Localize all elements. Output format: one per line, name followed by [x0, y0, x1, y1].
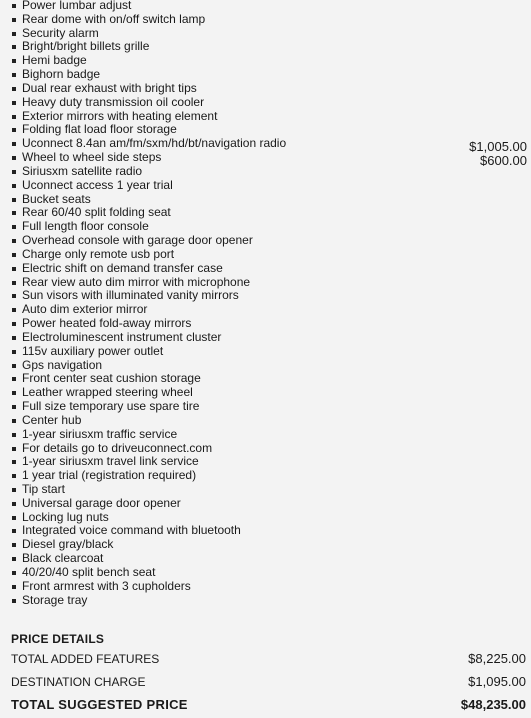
bullet-icon: [12, 239, 16, 243]
feature-item: [12, 552, 527, 566]
feature-item: [12, 524, 527, 538]
feature-item: [12, 359, 527, 373]
feature-name: 115v auxiliary power outlet: [22, 343, 164, 358]
bullet-icon: [12, 460, 16, 464]
bullet-icon: [12, 267, 16, 271]
feature-item: [12, 386, 527, 400]
bullet-icon: [12, 336, 16, 340]
feature-price: $1,005.00: [469, 139, 527, 155]
feature-item: [12, 136, 527, 155]
feature-name: 1-year siriusxm travel link service: [22, 454, 199, 469]
feature-price: $600.00: [480, 153, 527, 169]
bullet-icon: [12, 32, 16, 36]
feature-item: [12, 594, 527, 608]
bullet-icon: [12, 73, 16, 77]
total-suggested-price-value: $48,235.00: [460, 697, 526, 712]
feature-item: [12, 428, 527, 442]
feature-name: Front center seat cushion storage: [22, 371, 201, 386]
feature-item: [12, 110, 527, 124]
bullet-icon: [12, 45, 16, 49]
feature-item: [12, 165, 527, 179]
bullet-icon: [12, 419, 16, 423]
bullet-icon: [12, 377, 16, 381]
feature-name: Leather wrapped steering wheel: [22, 385, 193, 400]
feature-item: [12, 580, 527, 594]
feature-item: [12, 68, 527, 82]
bullet-icon: [12, 128, 16, 132]
feature-name: Power lumbar adjust: [22, 0, 132, 12]
feature-name: Exterior mirrors with heating element: [22, 108, 218, 123]
feature-name: Electric shift on demand transfer case: [22, 260, 223, 275]
bullet-icon: [12, 4, 16, 8]
feature-name: Electroluminescent instrument cluster: [22, 329, 222, 344]
feature-item: [12, 27, 527, 41]
feature-item: [12, 82, 527, 96]
feature-name: For details go to driveuconnect.com: [22, 440, 213, 455]
feature-name: Auto dim exterior mirror: [22, 302, 148, 317]
feature-item: [12, 455, 527, 469]
feature-name: Full size temporary use spare tire: [22, 399, 200, 414]
feature-item: [12, 303, 527, 317]
feature-name: Bighorn badge: [22, 67, 101, 82]
bullet-icon: [12, 585, 16, 589]
bullet-icon: [12, 599, 16, 603]
bullet-icon: [12, 115, 16, 119]
bullet-icon: [12, 502, 16, 506]
bullet-icon: [12, 405, 16, 409]
feature-item: [12, 483, 527, 497]
bullet-icon: [12, 447, 16, 451]
price-details-title: PRICE DETAILS: [11, 632, 105, 646]
bullet-icon: [12, 474, 16, 478]
feature-item: [12, 511, 527, 525]
feature-name: Gps navigation: [22, 357, 103, 372]
bullet-icon: [12, 184, 16, 188]
feature-name: Folding flat load floor storage: [22, 122, 177, 137]
feature-item: [12, 206, 527, 220]
feature-name: Rear 60/40 split folding seat: [22, 205, 171, 220]
feature-name: Full length floor console: [22, 219, 149, 234]
feature-item: [12, 179, 527, 193]
feature-item: [12, 331, 527, 345]
feature-name: Tip start: [22, 481, 65, 496]
bullet-icon: [12, 529, 16, 533]
bullet-icon: [12, 322, 16, 326]
feature-name: Hemi badge: [22, 53, 87, 68]
bullet-icon: [12, 543, 16, 547]
destination-charge-row: [11, 674, 526, 690]
feature-name: Bucket seats: [22, 191, 91, 206]
feature-name: Heavy duty transmission oil cooler: [22, 94, 205, 109]
feature-name: Overhead console with garage door opener: [22, 233, 253, 248]
total-suggested-price-row: [11, 697, 526, 713]
feature-item: [12, 372, 527, 386]
bullet-icon: [12, 488, 16, 492]
feature-name: 1-year siriusxm traffic service: [22, 426, 178, 441]
price-details-section: [11, 632, 526, 712]
bullet-icon: [12, 225, 16, 229]
feature-name: Wheel to wheel side steps: [22, 150, 162, 165]
feature-item: [12, 220, 527, 234]
feature-name: Rear dome with on/off switch lamp: [22, 11, 206, 26]
feature-name: Uconnect access 1 year trial: [22, 177, 173, 192]
feature-name: Bright/bright billets grille: [22, 39, 150, 54]
feature-name: Security alarm: [22, 25, 99, 40]
feature-name: Front armrest with 3 cupholders: [22, 578, 191, 593]
feature-item: [12, 262, 527, 276]
feature-name: Locking lug nuts: [22, 509, 109, 524]
features-list: [12, 0, 527, 607]
bullet-icon: [12, 433, 16, 437]
feature-name: Sun visors with illuminated vanity mirrors: [22, 288, 239, 303]
feature-item: [12, 40, 527, 54]
feature-name: Universal garage door opener: [22, 495, 181, 510]
feature-item: [12, 96, 527, 110]
bullet-icon: [12, 59, 16, 63]
feature-item: [12, 0, 527, 13]
feature-item: [12, 469, 527, 483]
bullet-icon: [12, 87, 16, 91]
feature-item: [12, 150, 527, 169]
feature-name: Dual rear exhaust with bright tips: [22, 80, 197, 95]
feature-item: [12, 497, 527, 511]
bullet-icon: [12, 391, 16, 395]
feature-item: [12, 123, 527, 137]
bullet-icon: [12, 571, 16, 575]
feature-item: [12, 442, 527, 456]
feature-name: Integrated voice command with bluetooth: [22, 523, 241, 538]
feature-name: Power heated fold-away mirrors: [22, 316, 192, 331]
feature-item: [12, 538, 527, 552]
bullet-icon: [12, 516, 16, 520]
bullet-icon: [12, 253, 16, 257]
feature-name: 40/20/40 split bench seat: [22, 564, 156, 579]
bullet-icon: [12, 350, 16, 354]
feature-name: Charge only remote usb port: [22, 246, 175, 261]
feature-name: 1 year trial (registration required): [22, 468, 197, 483]
feature-item: [12, 193, 527, 207]
total-added-features-row: [11, 651, 526, 667]
feature-name: Rear view auto dim mirror with microphone: [22, 274, 251, 289]
bullet-icon: [12, 170, 16, 174]
total-added-features-label: TOTAL ADDED FEATURES: [11, 652, 160, 666]
feature-item: [12, 317, 527, 331]
feature-name: Black clearcoat: [22, 551, 104, 566]
feature-item: [12, 345, 527, 359]
bullet-icon: [12, 101, 16, 105]
bullet-icon: [12, 156, 16, 160]
feature-item: [12, 54, 527, 68]
feature-item: [12, 566, 527, 580]
feature-name: Diesel gray/black: [22, 537, 114, 552]
bullet-icon: [12, 18, 16, 22]
destination-charge-value: $1,095.00: [468, 674, 526, 689]
feature-item: [12, 234, 527, 248]
feature-name: Center hub: [22, 412, 82, 427]
feature-item: [12, 13, 527, 27]
bullet-icon: [12, 211, 16, 215]
feature-name: Storage tray: [22, 592, 88, 607]
feature-item: [12, 414, 527, 428]
destination-charge-label: DESTINATION CHARGE: [11, 675, 146, 689]
feature-item: [12, 289, 527, 303]
feature-name: Uconnect 8.4an am/fm/sxm/hd/bt/navigation radio: [22, 136, 287, 151]
bullet-icon: [12, 557, 16, 561]
bullet-icon: [12, 308, 16, 312]
bullet-icon: [12, 198, 16, 202]
feature-item: [12, 248, 527, 262]
total-added-features-value: $8,225.00: [468, 651, 526, 666]
feature-item: [12, 400, 527, 414]
total-suggested-price-label: TOTAL SUGGESTED PRICE: [11, 697, 188, 712]
feature-item: [12, 276, 527, 290]
bullet-icon: [12, 294, 16, 298]
bullet-icon: [12, 364, 16, 368]
bullet-icon: [12, 142, 16, 146]
feature-name: Siriusxm satellite radio: [22, 163, 143, 178]
bullet-icon: [12, 281, 16, 285]
